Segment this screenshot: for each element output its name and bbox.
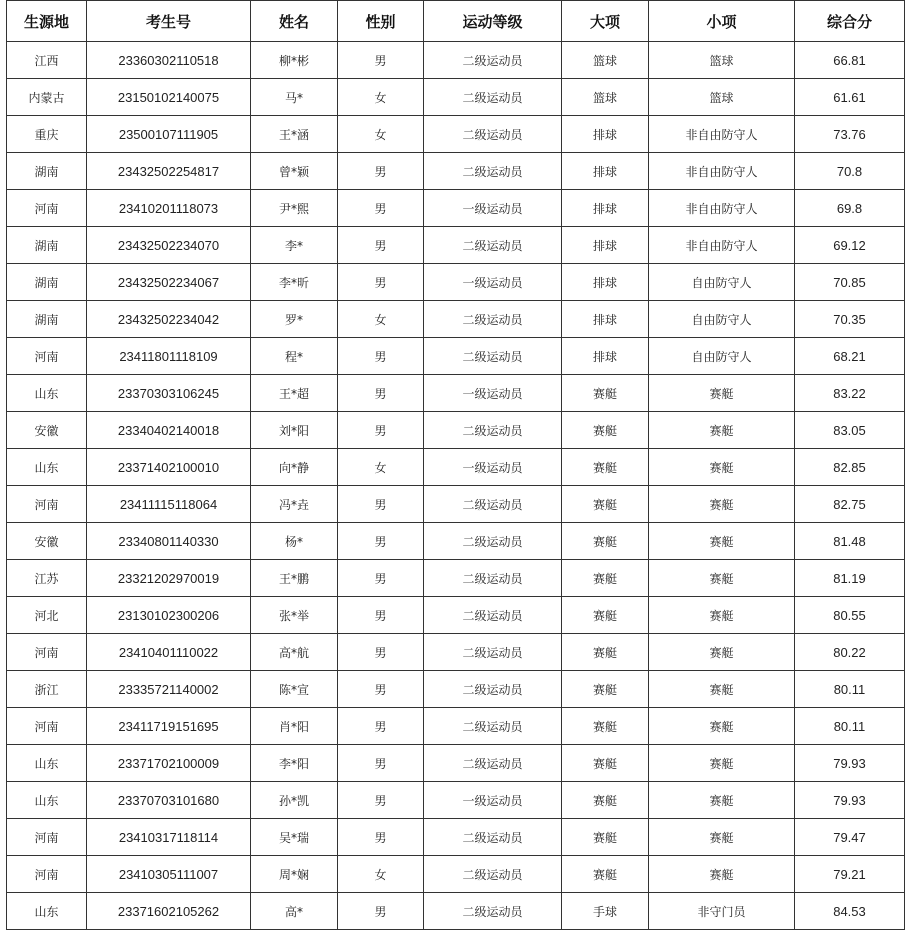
origin-cell: 湖南 xyxy=(7,264,87,301)
name-cell: 杨* xyxy=(251,523,338,560)
sub-event-cell: 赛艇 xyxy=(649,745,795,782)
sub-event-cell: 自由防守人 xyxy=(649,264,795,301)
athlete-level-cell: 二级运动员 xyxy=(424,301,562,338)
major-event-cell: 赛艇 xyxy=(562,671,649,708)
total-score-cell: 80.11 xyxy=(795,671,905,708)
sub-event-cell: 非守门员 xyxy=(649,893,795,930)
total-score-cell: 70.8 xyxy=(795,153,905,190)
origin-cell: 湖南 xyxy=(7,301,87,338)
table-row xyxy=(7,523,905,560)
gender-cell: 男 xyxy=(338,819,424,856)
athlete-level-cell: 一级运动员 xyxy=(424,375,562,412)
sub-event-cell: 非自由防守人 xyxy=(649,116,795,153)
origin-cell: 山东 xyxy=(7,375,87,412)
origin-cell: 江苏 xyxy=(7,560,87,597)
exam-number-cell: 23410305111007 xyxy=(87,856,251,893)
table-row xyxy=(7,560,905,597)
name-cell: 陈*宣 xyxy=(251,671,338,708)
sub-event-cell: 赛艇 xyxy=(649,671,795,708)
table-row xyxy=(7,79,905,116)
exam-number-cell: 23371402100010 xyxy=(87,449,251,486)
major-event-cell: 手球 xyxy=(562,893,649,930)
table-row xyxy=(7,782,905,819)
exam-number-cell: 23370703101680 xyxy=(87,782,251,819)
table-row xyxy=(7,42,905,79)
table-row xyxy=(7,634,905,671)
name-cell: 吴*瑞 xyxy=(251,819,338,856)
total-score-cell: 83.05 xyxy=(795,412,905,449)
table-row xyxy=(7,819,905,856)
exam-number-cell: 23371602105262 xyxy=(87,893,251,930)
major-event-cell: 排球 xyxy=(562,190,649,227)
sub-event-cell: 赛艇 xyxy=(649,597,795,634)
name-cell: 罗* xyxy=(251,301,338,338)
sub-event-cell: 非自由防守人 xyxy=(649,227,795,264)
total-score-cell: 69.12 xyxy=(795,227,905,264)
total-score-cell: 81.19 xyxy=(795,560,905,597)
origin-cell: 河南 xyxy=(7,856,87,893)
exam-number-cell: 23410401110022 xyxy=(87,634,251,671)
sub-event-cell: 自由防守人 xyxy=(649,338,795,375)
gender-cell: 男 xyxy=(338,597,424,634)
gender-cell: 女 xyxy=(338,116,424,153)
athlete-level-cell: 二级运动员 xyxy=(424,116,562,153)
total-score-cell: 79.21 xyxy=(795,856,905,893)
origin-cell: 江西 xyxy=(7,42,87,79)
athlete-level-cell: 二级运动员 xyxy=(424,893,562,930)
origin-cell: 安徽 xyxy=(7,523,87,560)
total-score-cell: 79.93 xyxy=(795,782,905,819)
exam-number-cell: 23370303106245 xyxy=(87,375,251,412)
table-row xyxy=(7,893,905,930)
gender-cell: 男 xyxy=(338,227,424,264)
athlete-level-cell: 二级运动员 xyxy=(424,597,562,634)
gender-cell: 男 xyxy=(338,486,424,523)
athlete-level-cell: 二级运动员 xyxy=(424,745,562,782)
origin-cell: 山东 xyxy=(7,893,87,930)
table-row xyxy=(7,375,905,412)
exam-number-cell: 23411115118064 xyxy=(87,486,251,523)
athlete-level-cell: 一级运动员 xyxy=(424,449,562,486)
origin-cell: 内蒙古 xyxy=(7,79,87,116)
exam-number-cell: 23432502234042 xyxy=(87,301,251,338)
gender-cell: 男 xyxy=(338,190,424,227)
table-row xyxy=(7,486,905,523)
origin-cell: 山东 xyxy=(7,745,87,782)
gender-cell: 女 xyxy=(338,79,424,116)
exam-number-cell: 23411719151695 xyxy=(87,708,251,745)
origin-cell: 河南 xyxy=(7,190,87,227)
exam-number-cell: 23410317118114 xyxy=(87,819,251,856)
major-event-cell: 排球 xyxy=(562,338,649,375)
athlete-level-cell: 二级运动员 xyxy=(424,560,562,597)
exam-number-cell: 23340402140018 xyxy=(87,412,251,449)
gender-cell: 男 xyxy=(338,708,424,745)
table-header-row xyxy=(7,1,905,42)
name-cell: 周*娴 xyxy=(251,856,338,893)
header-name: 姓名 xyxy=(251,1,338,42)
major-event-cell: 赛艇 xyxy=(562,708,649,745)
major-event-cell: 赛艇 xyxy=(562,856,649,893)
gender-cell: 女 xyxy=(338,449,424,486)
exam-number-cell: 23432502234067 xyxy=(87,264,251,301)
results-table xyxy=(6,0,905,930)
sub-event-cell: 赛艇 xyxy=(649,412,795,449)
major-event-cell: 赛艇 xyxy=(562,449,649,486)
total-score-cell: 83.22 xyxy=(795,375,905,412)
major-event-cell: 排球 xyxy=(562,264,649,301)
gender-cell: 男 xyxy=(338,375,424,412)
name-cell: 高* xyxy=(251,893,338,930)
sub-event-cell: 赛艇 xyxy=(649,708,795,745)
exam-number-cell: 23150102140075 xyxy=(87,79,251,116)
gender-cell: 男 xyxy=(338,523,424,560)
athlete-level-cell: 二级运动员 xyxy=(424,153,562,190)
table-row xyxy=(7,116,905,153)
origin-cell: 山东 xyxy=(7,449,87,486)
origin-cell: 河南 xyxy=(7,486,87,523)
gender-cell: 女 xyxy=(338,301,424,338)
table-row xyxy=(7,338,905,375)
table-body xyxy=(7,42,905,930)
athlete-level-cell: 二级运动员 xyxy=(424,634,562,671)
header-athlete-level: 运动等级 xyxy=(424,1,562,42)
origin-cell: 浙江 xyxy=(7,671,87,708)
origin-cell: 湖南 xyxy=(7,153,87,190)
athlete-level-cell: 一级运动员 xyxy=(424,264,562,301)
gender-cell: 男 xyxy=(338,745,424,782)
major-event-cell: 赛艇 xyxy=(562,375,649,412)
name-cell: 孙*凯 xyxy=(251,782,338,819)
table-row xyxy=(7,227,905,264)
total-score-cell: 84.53 xyxy=(795,893,905,930)
table-row xyxy=(7,264,905,301)
table-row xyxy=(7,301,905,338)
name-cell: 柳*彬 xyxy=(251,42,338,79)
athlete-level-cell: 一级运动员 xyxy=(424,190,562,227)
gender-cell: 男 xyxy=(338,264,424,301)
sub-event-cell: 赛艇 xyxy=(649,782,795,819)
sub-event-cell: 赛艇 xyxy=(649,856,795,893)
athlete-level-cell: 二级运动员 xyxy=(424,79,562,116)
major-event-cell: 赛艇 xyxy=(562,634,649,671)
major-event-cell: 赛艇 xyxy=(562,412,649,449)
header-sub-event: 小项 xyxy=(649,1,795,42)
total-score-cell: 70.35 xyxy=(795,301,905,338)
table-row xyxy=(7,597,905,634)
exam-number-cell: 23335721140002 xyxy=(87,671,251,708)
exam-number-cell: 23410201118073 xyxy=(87,190,251,227)
gender-cell: 女 xyxy=(338,856,424,893)
header-gender: 性别 xyxy=(338,1,424,42)
origin-cell: 重庆 xyxy=(7,116,87,153)
athlete-level-cell: 二级运动员 xyxy=(424,819,562,856)
table-row xyxy=(7,190,905,227)
name-cell: 向*静 xyxy=(251,449,338,486)
name-cell: 高*航 xyxy=(251,634,338,671)
total-score-cell: 80.22 xyxy=(795,634,905,671)
sub-event-cell: 非自由防守人 xyxy=(649,153,795,190)
athlete-level-cell: 二级运动员 xyxy=(424,671,562,708)
exam-number-cell: 23432502234070 xyxy=(87,227,251,264)
gender-cell: 男 xyxy=(338,42,424,79)
major-event-cell: 赛艇 xyxy=(562,745,649,782)
origin-cell: 河南 xyxy=(7,634,87,671)
table-row xyxy=(7,412,905,449)
major-event-cell: 赛艇 xyxy=(562,819,649,856)
origin-cell: 湖南 xyxy=(7,227,87,264)
header-major-event: 大项 xyxy=(562,1,649,42)
name-cell: 李*阳 xyxy=(251,745,338,782)
table-row xyxy=(7,856,905,893)
origin-cell: 河北 xyxy=(7,597,87,634)
name-cell: 肖*阳 xyxy=(251,708,338,745)
name-cell: 尹*熙 xyxy=(251,190,338,227)
major-event-cell: 排球 xyxy=(562,227,649,264)
exam-number-cell: 23500107111905 xyxy=(87,116,251,153)
major-event-cell: 排球 xyxy=(562,116,649,153)
origin-cell: 安徽 xyxy=(7,412,87,449)
total-score-cell: 68.21 xyxy=(795,338,905,375)
gender-cell: 男 xyxy=(338,671,424,708)
sub-event-cell: 赛艇 xyxy=(649,634,795,671)
major-event-cell: 赛艇 xyxy=(562,523,649,560)
gender-cell: 男 xyxy=(338,893,424,930)
total-score-cell: 81.48 xyxy=(795,523,905,560)
total-score-cell: 79.47 xyxy=(795,819,905,856)
major-event-cell: 赛艇 xyxy=(562,486,649,523)
athlete-level-cell: 二级运动员 xyxy=(424,412,562,449)
gender-cell: 男 xyxy=(338,153,424,190)
name-cell: 张*举 xyxy=(251,597,338,634)
major-event-cell: 排球 xyxy=(562,301,649,338)
athlete-level-cell: 二级运动员 xyxy=(424,42,562,79)
exam-number-cell: 23432502254817 xyxy=(87,153,251,190)
gender-cell: 男 xyxy=(338,412,424,449)
total-score-cell: 80.55 xyxy=(795,597,905,634)
sub-event-cell: 赛艇 xyxy=(649,375,795,412)
name-cell: 曾*颖 xyxy=(251,153,338,190)
total-score-cell: 69.8 xyxy=(795,190,905,227)
table-row xyxy=(7,449,905,486)
exam-number-cell: 23321202970019 xyxy=(87,560,251,597)
results-table-container xyxy=(6,0,905,930)
major-event-cell: 排球 xyxy=(562,153,649,190)
name-cell: 王*涵 xyxy=(251,116,338,153)
total-score-cell: 80.11 xyxy=(795,708,905,745)
athlete-level-cell: 二级运动员 xyxy=(424,338,562,375)
name-cell: 李* xyxy=(251,227,338,264)
name-cell: 程* xyxy=(251,338,338,375)
table-row xyxy=(7,745,905,782)
exam-number-cell: 23340801140330 xyxy=(87,523,251,560)
gender-cell: 男 xyxy=(338,560,424,597)
major-event-cell: 赛艇 xyxy=(562,560,649,597)
athlete-level-cell: 二级运动员 xyxy=(424,856,562,893)
origin-cell: 山东 xyxy=(7,782,87,819)
total-score-cell: 82.75 xyxy=(795,486,905,523)
name-cell: 李*昕 xyxy=(251,264,338,301)
sub-event-cell: 非自由防守人 xyxy=(649,190,795,227)
header-exam-number: 考生号 xyxy=(87,1,251,42)
table-row xyxy=(7,708,905,745)
major-event-cell: 篮球 xyxy=(562,79,649,116)
total-score-cell: 82.85 xyxy=(795,449,905,486)
sub-event-cell: 赛艇 xyxy=(649,819,795,856)
name-cell: 刘*阳 xyxy=(251,412,338,449)
exam-number-cell: 23411801118109 xyxy=(87,338,251,375)
major-event-cell: 篮球 xyxy=(562,42,649,79)
athlete-level-cell: 二级运动员 xyxy=(424,227,562,264)
gender-cell: 男 xyxy=(338,338,424,375)
athlete-level-cell: 二级运动员 xyxy=(424,486,562,523)
sub-event-cell: 赛艇 xyxy=(649,449,795,486)
exam-number-cell: 23130102300206 xyxy=(87,597,251,634)
sub-event-cell: 自由防守人 xyxy=(649,301,795,338)
name-cell: 王*超 xyxy=(251,375,338,412)
total-score-cell: 79.93 xyxy=(795,745,905,782)
sub-event-cell: 篮球 xyxy=(649,79,795,116)
origin-cell: 河南 xyxy=(7,819,87,856)
athlete-level-cell: 二级运动员 xyxy=(424,523,562,560)
sub-event-cell: 赛艇 xyxy=(649,523,795,560)
total-score-cell: 66.81 xyxy=(795,42,905,79)
origin-cell: 河南 xyxy=(7,338,87,375)
exam-number-cell: 23371702100009 xyxy=(87,745,251,782)
major-event-cell: 赛艇 xyxy=(562,597,649,634)
total-score-cell: 73.76 xyxy=(795,116,905,153)
gender-cell: 男 xyxy=(338,634,424,671)
total-score-cell: 61.61 xyxy=(795,79,905,116)
athlete-level-cell: 二级运动员 xyxy=(424,708,562,745)
sub-event-cell: 赛艇 xyxy=(649,560,795,597)
major-event-cell: 赛艇 xyxy=(562,782,649,819)
header-origin: 生源地 xyxy=(7,1,87,42)
sub-event-cell: 篮球 xyxy=(649,42,795,79)
total-score-cell: 70.85 xyxy=(795,264,905,301)
name-cell: 冯*垚 xyxy=(251,486,338,523)
origin-cell: 河南 xyxy=(7,708,87,745)
athlete-level-cell: 一级运动员 xyxy=(424,782,562,819)
sub-event-cell: 赛艇 xyxy=(649,486,795,523)
header-total-score: 综合分 xyxy=(795,1,905,42)
gender-cell: 男 xyxy=(338,782,424,819)
table-row xyxy=(7,671,905,708)
name-cell: 马* xyxy=(251,79,338,116)
exam-number-cell: 23360302110518 xyxy=(87,42,251,79)
name-cell: 王*鹏 xyxy=(251,560,338,597)
table-row xyxy=(7,153,905,190)
